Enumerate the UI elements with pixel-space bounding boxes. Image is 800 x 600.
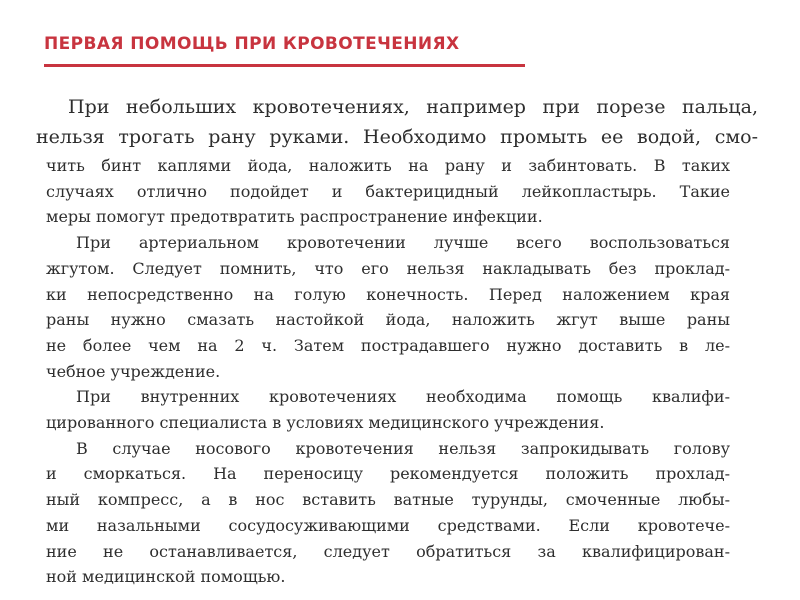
text-line: ки непосредственно на голую конечность. Перед наложением края xyxy=(46,284,730,304)
text-line: ной медицинской помощью. xyxy=(46,567,286,587)
text-line: случаях отлично подойдет и бактерицидный лейкопластырь. Такие xyxy=(46,181,730,201)
text-line: При небольших кровотечениях, например при порезе пальца, xyxy=(68,96,758,118)
intro-paragraph-zoomed xyxy=(36,92,758,148)
text-line: жгутом. Следует помнить, что его нельзя накладывать без проклад- xyxy=(46,258,730,278)
text-line: меры помогут предотвратить распространение инфекции. xyxy=(46,207,543,227)
text-line: ми назальными сосудосуживающими средствами. Если кровотече- xyxy=(46,515,730,535)
text-line: не более чем на 2 ч. Затем пострадавшего нужно доставить в ле- xyxy=(46,335,730,355)
text-line: цированного специалиста в условиях медицинского учреждения. xyxy=(46,413,605,433)
text-line: При внутренних кровотечениях необходима помощь квалифи- xyxy=(76,387,730,407)
body-text xyxy=(46,153,730,590)
text-line: При артериальном кровотечении лучше всего воспользоваться xyxy=(76,233,730,253)
text-line: ный компресс, а в нос вставить ватные турунды, смоченные любы- xyxy=(46,490,730,510)
text-line: раны нужно смазать настойкой йода, наложить жгут выше раны xyxy=(46,310,730,330)
text-line: В случае носового кровотечения нельзя запрокидывать голову xyxy=(76,438,730,458)
text-line: и сморкаться. На переносицу рекомендуется положить прохлад- xyxy=(46,464,730,484)
heading-underline xyxy=(44,64,525,67)
text-line: ние не останавливается, следует обратиться за квалифицирован- xyxy=(46,541,730,561)
section-heading: ПЕРВАЯ ПОМОЩЬ ПРИ КРОВОТЕЧЕНИЯХ xyxy=(44,34,460,54)
text-line: нельзя трогать рану руками. Необходимо промыть ее водой, смо- xyxy=(36,126,758,148)
text-line: чить бинт каплями йода, наложить на рану и забинтовать. В таких xyxy=(46,156,730,175)
text-line: чебное учреждение. xyxy=(46,361,221,381)
